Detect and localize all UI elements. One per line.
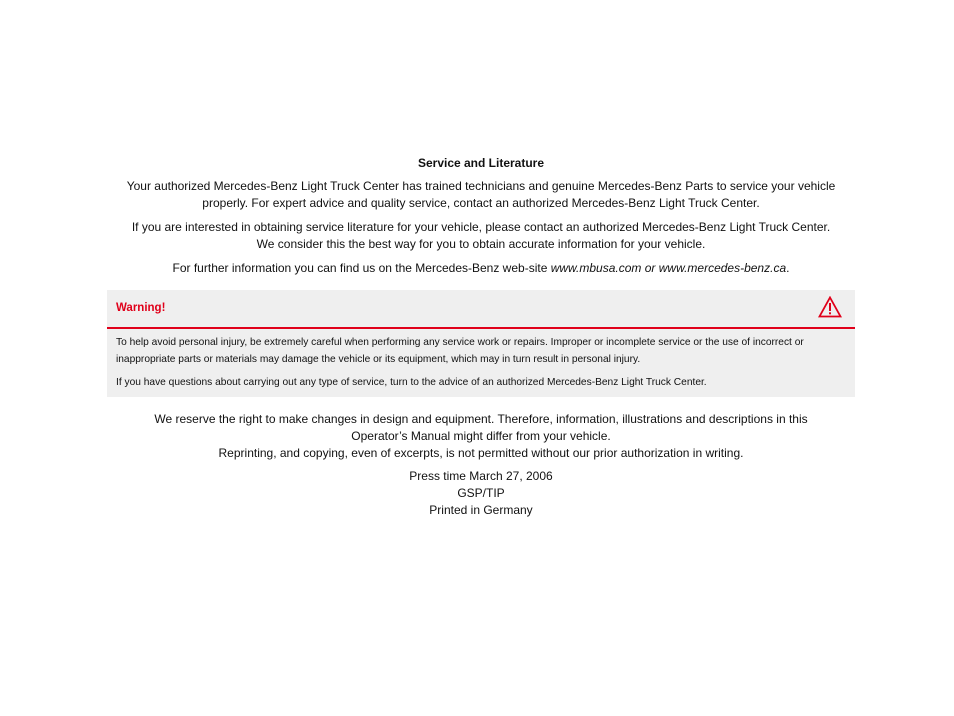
warning-box <box>107 290 855 397</box>
press-block <box>107 468 855 519</box>
printed-in: Printed in Germany <box>429 503 533 517</box>
content-area <box>107 155 855 519</box>
literature-line-1: If you are interested in obtaining service literature for your vehicle, please contact an authorized Mercedes-Benz Light Truck Center. <box>131 220 831 234</box>
press-code: GSP/TIP <box>457 486 505 500</box>
warning-paragraph-2: If you have questions about carrying out any type of service, turn to the advice of an authorized Mercedes-Benz Light Truck Center. <box>116 377 707 388</box>
website-urls: www.mbusa.com or www.mercedes-benz.ca <box>550 261 787 275</box>
website-prefix: For further information you can find us on the Mercedes-Benz web-site <box>172 261 551 275</box>
warning-title: Warning! <box>116 302 166 314</box>
warning-paragraph-1: To help avoid personal injury, be extremely careful when performing any service work or repairs. Improper or incomplete service or the use of incorrect or inappropriate parts or materials may damage the vehicle or its equipment, which may in turn result in personal injury. <box>116 337 804 365</box>
service-paragraph: Your authorized Mercedes-Benz Light Truck Center has trained technicians and genuine Mercedes-Benz Parts to service your vehicle properly. For expert advice and quality service, contact an authorized Mercedes-Benz Light Truck Center. <box>126 179 836 210</box>
notice-line-2: Operator’s Manual might differ from your vehicle. <box>351 429 611 443</box>
warning-header <box>107 290 855 329</box>
warning-body <box>107 329 855 397</box>
warning-triangle-icon <box>818 296 842 318</box>
literature-paragraph <box>107 219 855 253</box>
notice-line-1: We reserve the right to make changes in design and equipment. Therefore, information, illustrations and descriptions in this <box>154 412 808 426</box>
website-paragraph <box>107 260 855 277</box>
notice-block <box>107 411 855 462</box>
website-suffix: . <box>786 261 790 275</box>
literature-line-2: We consider this the best way for you to obtain accurate information for your vehicle. <box>256 237 706 251</box>
press-time: Press time March 27, 2006 <box>409 469 553 483</box>
notice-line-3: Reprinting, and copying, even of excerpts, is not permitted without our prior authorization in writing. <box>218 446 744 460</box>
section-heading: Service and Literature <box>417 156 545 170</box>
